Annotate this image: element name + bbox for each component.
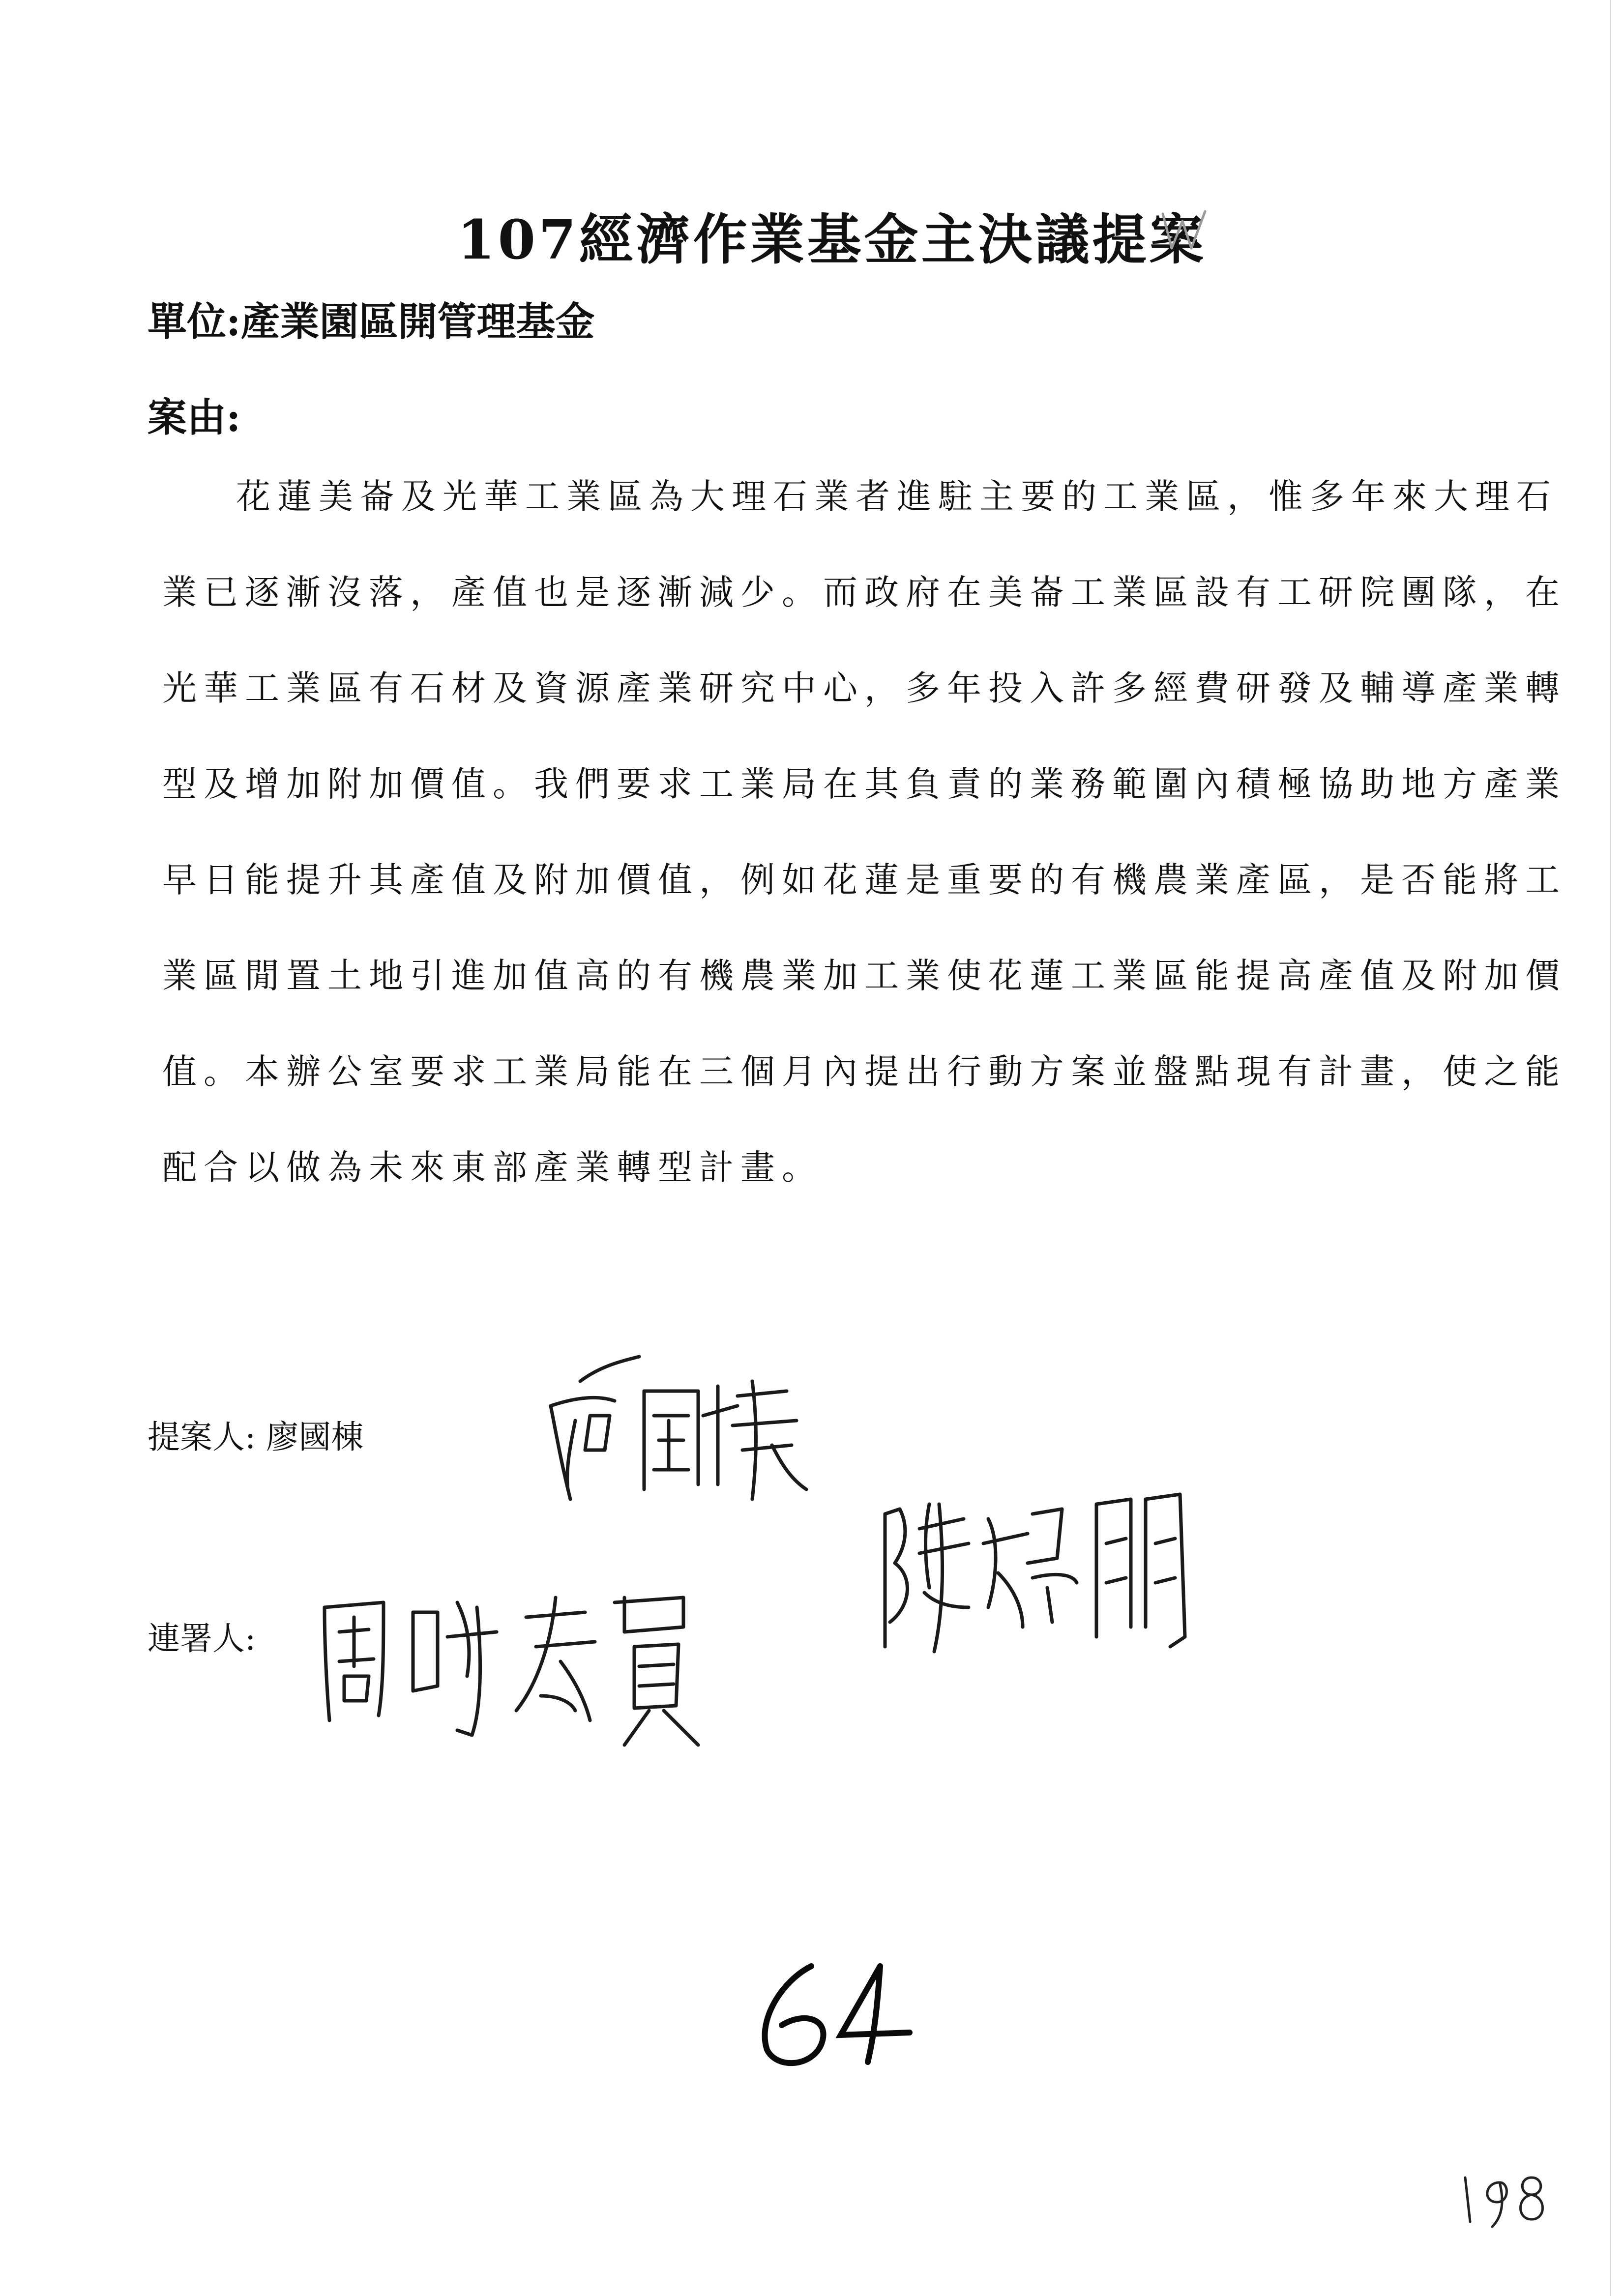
reason-label: 案由: — [148, 394, 241, 440]
cosigner-signature-chen — [865, 1460, 1200, 1666]
handwritten-title-mark — [1158, 204, 1212, 258]
cosigner-signature-zhou — [310, 1548, 777, 1755]
body-line: 型及增加附加價值。我們要求工業局在其負責的業務範圍內積極協助地方產業 — [162, 764, 1566, 804]
proposer-name: 廖國棟 — [266, 1418, 364, 1456]
reason-body — [162, 472, 1566, 1239]
proposer-line — [148, 1411, 363, 1457]
handwritten-page-number — [738, 1947, 915, 2074]
unit-label: 單位 — [148, 298, 226, 345]
handwritten-corner-number — [1455, 2163, 1549, 2232]
scan-edge-line — [1610, 0, 1611, 2296]
cosigner-label: 連署人: — [148, 1620, 256, 1657]
proposer-label: 提案人: — [148, 1418, 256, 1456]
unit-value: 產業園區開管理基金 — [240, 298, 595, 345]
unit-separator: : — [226, 298, 241, 345]
body-line: 早日能提升其產值及附加價值，例如花蓮是重要的有機農業產區，是否能將工 — [162, 860, 1566, 900]
body-line: 值。本辦公室要求工業局能在三個月內提出行動方案並盤點現有計畫，使之能 — [162, 1051, 1566, 1092]
body-line: 業區閒置土地引進加值高的有機農業加工業使花蓮工業區能提高產值及附加價 — [162, 956, 1566, 996]
body-line: 花蓮美崙及光華工業區為大理石業者進駐主要的工業區，惟多年來大理石 — [236, 476, 1558, 517]
body-line: 配合以做為未來東部產業轉型計畫。 — [162, 1147, 823, 1188]
proposer-signature — [521, 1322, 826, 1519]
body-line: 業已逐漸沒落，產值也是逐漸減少。而政府在美崙工業區設有工研院團隊，在 — [162, 572, 1566, 612]
unit-line — [148, 290, 595, 347]
cosigner-line — [148, 1612, 256, 1659]
body-line: 光華工業區有石材及資源產業研究中心，多年投入許多經費研發及輔導產業轉 — [162, 668, 1566, 708]
document-title: 107經濟作業基金主決議提案 — [457, 208, 1207, 271]
